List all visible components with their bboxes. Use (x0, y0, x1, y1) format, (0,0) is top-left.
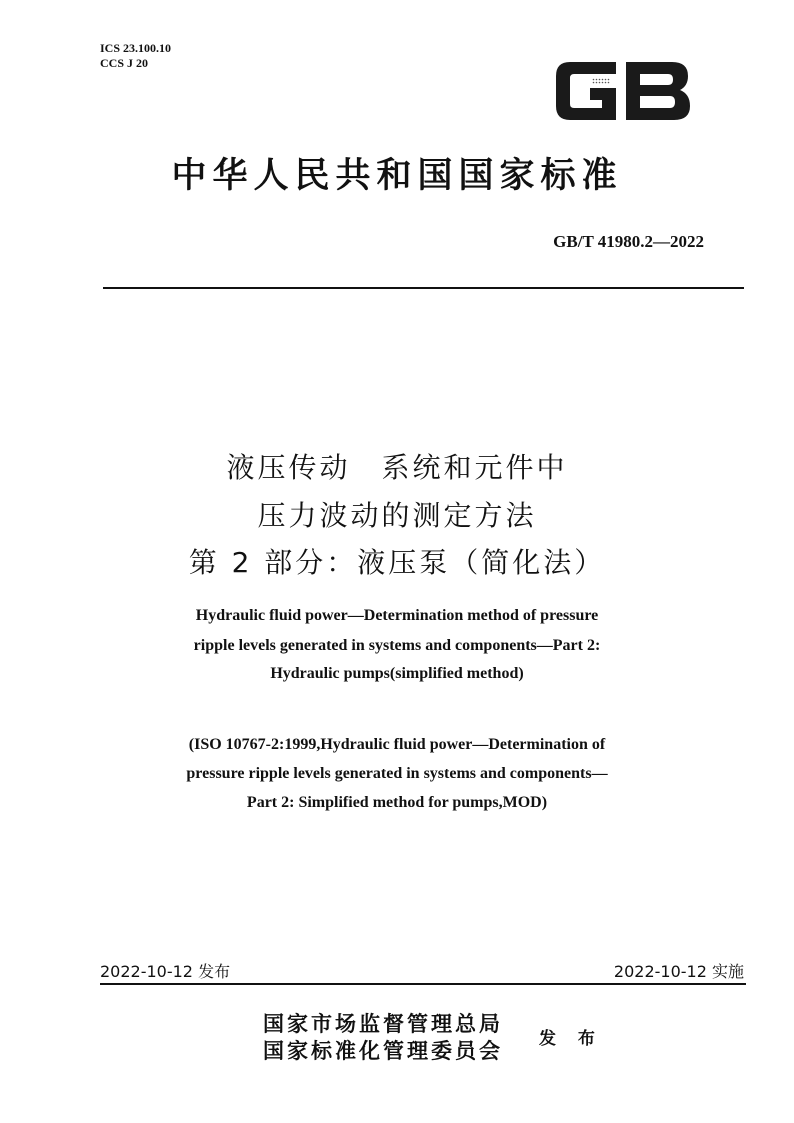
english-title-line-2: ripple levels generated in systems and components—Part 2: (193, 637, 601, 654)
issuer-sac: 国家标准化管理委员会 (263, 1038, 503, 1063)
issue-label: 发 布 (539, 1029, 603, 1049)
english-title-line-3: Hydraulic pumps(simplified method) (270, 665, 524, 682)
gb-logo (550, 54, 698, 128)
issuing-authorities (263, 1010, 503, 1064)
iso-reference-line-2: pressure ripple levels generated in systems and components— (186, 765, 608, 782)
chinese-title-line-3: 第 2 部分：液压泵（简化法） (188, 546, 606, 579)
implementation-date: 2022-10-12 实施 (613, 962, 744, 981)
standard-number: GB/T 41980.2—2022 (553, 232, 704, 251)
classification-codes (100, 41, 171, 71)
chinese-title-line-2: 压力波动的测定方法 (257, 499, 537, 532)
iso-reference-line-1: (ISO 10767-2:1999,Hydraulic fluid power—Determination of (188, 736, 606, 753)
publish-date: 2022-10-12 发布 (100, 962, 231, 981)
ics-code: ICS 23.100.10 (100, 41, 172, 55)
header-divider (103, 287, 744, 289)
national-standard-title: 中华人民共和国国家标准 (171, 156, 623, 196)
footer-divider (100, 983, 746, 985)
chinese-title-line-1: 液压传动 系统和元件中 (226, 451, 568, 484)
ccs-code: CCS J 20 (100, 56, 149, 70)
issuer-samr: 国家市场监督管理总局 (263, 1011, 503, 1036)
iso-reference-line-3: Part 2: Simplified method for pumps,MOD) (246, 794, 548, 811)
english-title-line-1: Hydraulic fluid power—Determination method of pressure (195, 607, 599, 624)
